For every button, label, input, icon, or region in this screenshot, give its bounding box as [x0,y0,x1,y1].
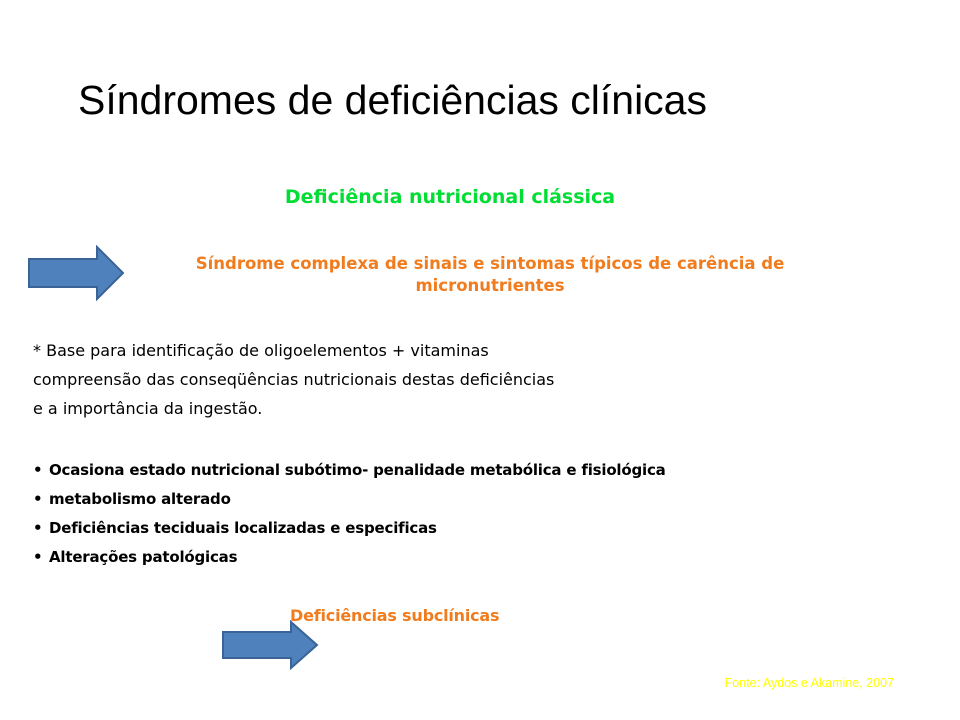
syndrome-definition-line2: micronutrientes [415,276,565,295]
bullet-item: • metabolismo alterado [33,485,666,514]
paragraph-line: compreensão das conseqüências nutricionais destas deficiências [33,370,555,389]
bullet-item: • Alterações patológicas [33,543,666,572]
bullet-icon: • [33,548,43,566]
arrow-right-icon [221,620,319,670]
bullet-item: • Deficiências teciduais localizadas e especificas [33,514,666,543]
paragraph-line: e a importância da ingestão. [33,399,263,418]
arrow-right-icon [27,245,125,301]
slide-title: Síndromes de deficiências clínicas [78,77,707,123]
subtitle-classic-deficiency: Deficiência nutricional clássica [284,186,616,208]
base-paragraph [33,336,554,423]
bullet-icon: • [33,519,43,537]
syndrome-definition-line1: Síndrome complexa de sinais e sintomas típicos de carência de [195,254,785,273]
source-citation: Fonte: Aydos e Akamine, 2007 [724,676,894,690]
paragraph-line: * Base para identificação de oligoelementos + vitaminas [33,341,489,360]
bullet-item: • Ocasiona estado nutricional subótimo- penalidade metabólica e fisiológica [33,456,666,485]
bullet-icon: • [33,490,43,508]
bullet-list [33,456,666,572]
subclinical-deficiencies: Deficiências subclínicas [290,606,500,625]
syndrome-definition [120,253,860,297]
bullet-icon: • [33,461,43,479]
